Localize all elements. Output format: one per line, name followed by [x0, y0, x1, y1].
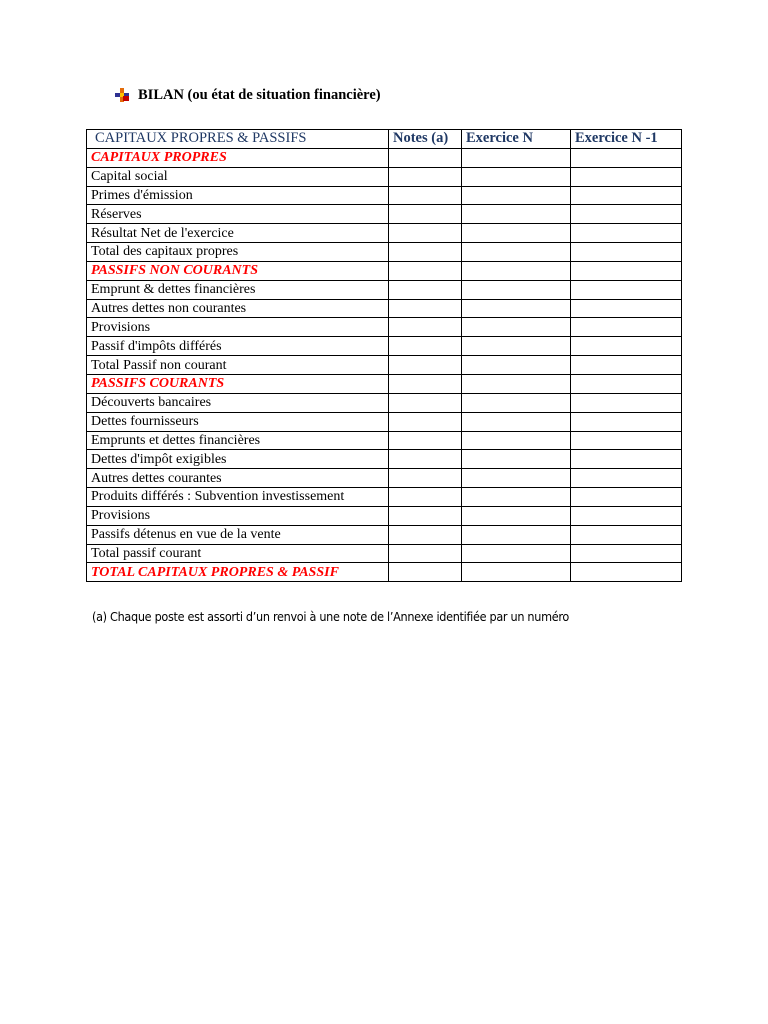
exercice-n-1-cell	[571, 337, 682, 356]
exercice-n-1-cell	[571, 450, 682, 469]
total-row	[87, 563, 682, 582]
row-label: Emprunt & dettes financières	[87, 280, 389, 299]
table-row	[87, 488, 682, 507]
exercice-n-cell	[462, 412, 571, 431]
exercice-n-cell	[462, 205, 571, 224]
exercice-n-cell	[462, 299, 571, 318]
row-label: Total des capitaux propres	[87, 243, 389, 262]
row-label: Dettes d'impôt exigibles	[87, 450, 389, 469]
exercice-n-cell	[462, 224, 571, 243]
table-row	[87, 280, 682, 299]
notes-cell	[389, 205, 462, 224]
table-row	[87, 318, 682, 337]
notes-cell	[389, 261, 462, 280]
notes-cell	[389, 243, 462, 262]
exercice-n-cell	[462, 563, 571, 582]
exercice-n-cell	[462, 506, 571, 525]
notes-cell	[389, 412, 462, 431]
row-label: Passifs détenus en vue de la vente	[87, 525, 389, 544]
exercice-n-1-cell	[571, 506, 682, 525]
exercice-n-cell	[462, 167, 571, 186]
notes-cell	[389, 148, 462, 167]
table-row	[87, 431, 682, 450]
notes-cell	[389, 450, 462, 469]
row-label: Capital social	[87, 167, 389, 186]
total-label: TOTAL CAPITAUX PROPRES & PASSIF	[87, 563, 389, 582]
footnote: (a) Chaque poste est assorti d’un renvoi à une note de l’Annexe identifiée par un numéro	[92, 609, 569, 624]
notes-cell	[389, 544, 462, 563]
row-label: Primes d'émission	[87, 186, 389, 205]
notes-cell	[389, 167, 462, 186]
bilan-table	[86, 129, 682, 582]
exercice-n-1-cell	[571, 318, 682, 337]
exercice-n-1-cell	[571, 393, 682, 412]
exercice-n-cell	[462, 186, 571, 205]
notes-cell	[389, 506, 462, 525]
exercice-n-1-cell	[571, 148, 682, 167]
column-header-label: CAPITAUX PROPRES & PASSIFS	[87, 130, 389, 149]
notes-cell	[389, 469, 462, 488]
exercice-n-1-cell	[571, 563, 682, 582]
exercice-n-1-cell	[571, 356, 682, 375]
row-label: Autres dettes courantes	[87, 469, 389, 488]
exercice-n-1-cell	[571, 299, 682, 318]
notes-cell	[389, 299, 462, 318]
notes-cell	[389, 374, 462, 393]
column-header-exercice-n: Exercice N	[462, 130, 571, 149]
section-row	[87, 148, 682, 167]
row-label: Réserves	[87, 205, 389, 224]
colored-cross-bullet-icon	[114, 87, 130, 103]
section-label: PASSIFS NON COURANTS	[87, 261, 389, 280]
table-body	[87, 148, 682, 581]
notes-cell	[389, 356, 462, 375]
column-header-notes: Notes (a)	[389, 130, 462, 149]
page-heading	[114, 84, 381, 106]
table-row	[87, 167, 682, 186]
notes-cell	[389, 318, 462, 337]
exercice-n-cell	[462, 337, 571, 356]
row-label: Provisions	[87, 318, 389, 337]
table-row	[87, 506, 682, 525]
exercice-n-cell	[462, 525, 571, 544]
exercice-n-cell	[462, 148, 571, 167]
exercice-n-cell	[462, 544, 571, 563]
exercice-n-1-cell	[571, 374, 682, 393]
column-header-exercice-n-1: Exercice N -1	[571, 130, 682, 149]
exercice-n-1-cell	[571, 186, 682, 205]
exercice-n-1-cell	[571, 167, 682, 186]
table-row	[87, 525, 682, 544]
table-row	[87, 186, 682, 205]
row-label: Total Passif non courant	[87, 356, 389, 375]
table-row	[87, 337, 682, 356]
table-row	[87, 356, 682, 375]
exercice-n-1-cell	[571, 280, 682, 299]
table-row	[87, 412, 682, 431]
page-title: BILAN (ou état de situation financière)	[138, 86, 381, 103]
notes-cell	[389, 224, 462, 243]
row-label: Résultat Net de l'exercice	[87, 224, 389, 243]
exercice-n-1-cell	[571, 261, 682, 280]
table-row	[87, 450, 682, 469]
exercice-n-1-cell	[571, 525, 682, 544]
exercice-n-1-cell	[571, 224, 682, 243]
exercice-n-1-cell	[571, 469, 682, 488]
row-label: Autres dettes non courantes	[87, 299, 389, 318]
notes-cell	[389, 337, 462, 356]
section-row	[87, 374, 682, 393]
row-label: Total passif courant	[87, 544, 389, 563]
row-label: Passif d'impôts différés	[87, 337, 389, 356]
table-row	[87, 393, 682, 412]
row-label: Provisions	[87, 506, 389, 525]
exercice-n-cell	[462, 488, 571, 507]
exercice-n-1-cell	[571, 544, 682, 563]
row-label: Produits différés : Subvention investissement	[87, 488, 389, 507]
table-row	[87, 299, 682, 318]
row-label: Emprunts et dettes financières	[87, 431, 389, 450]
section-label: PASSIFS COURANTS	[87, 374, 389, 393]
section-row	[87, 261, 682, 280]
notes-cell	[389, 393, 462, 412]
exercice-n-cell	[462, 261, 571, 280]
notes-cell	[389, 525, 462, 544]
table-row	[87, 224, 682, 243]
exercice-n-1-cell	[571, 412, 682, 431]
exercice-n-cell	[462, 356, 571, 375]
exercice-n-cell	[462, 280, 571, 299]
exercice-n-1-cell	[571, 243, 682, 262]
table-row	[87, 205, 682, 224]
row-label: Découverts bancaires	[87, 393, 389, 412]
table-header-row	[87, 130, 682, 149]
notes-cell	[389, 488, 462, 507]
exercice-n-cell	[462, 393, 571, 412]
table-row	[87, 544, 682, 563]
notes-cell	[389, 563, 462, 582]
table-row	[87, 469, 682, 488]
exercice-n-1-cell	[571, 431, 682, 450]
exercice-n-cell	[462, 318, 571, 337]
notes-cell	[389, 431, 462, 450]
exercice-n-cell	[462, 243, 571, 262]
exercice-n-1-cell	[571, 205, 682, 224]
exercice-n-cell	[462, 469, 571, 488]
exercice-n-cell	[462, 431, 571, 450]
exercice-n-cell	[462, 374, 571, 393]
exercice-n-cell	[462, 450, 571, 469]
table-row	[87, 243, 682, 262]
section-label: CAPITAUX PROPRES	[87, 148, 389, 167]
exercice-n-1-cell	[571, 488, 682, 507]
notes-cell	[389, 280, 462, 299]
notes-cell	[389, 186, 462, 205]
row-label: Dettes fournisseurs	[87, 412, 389, 431]
